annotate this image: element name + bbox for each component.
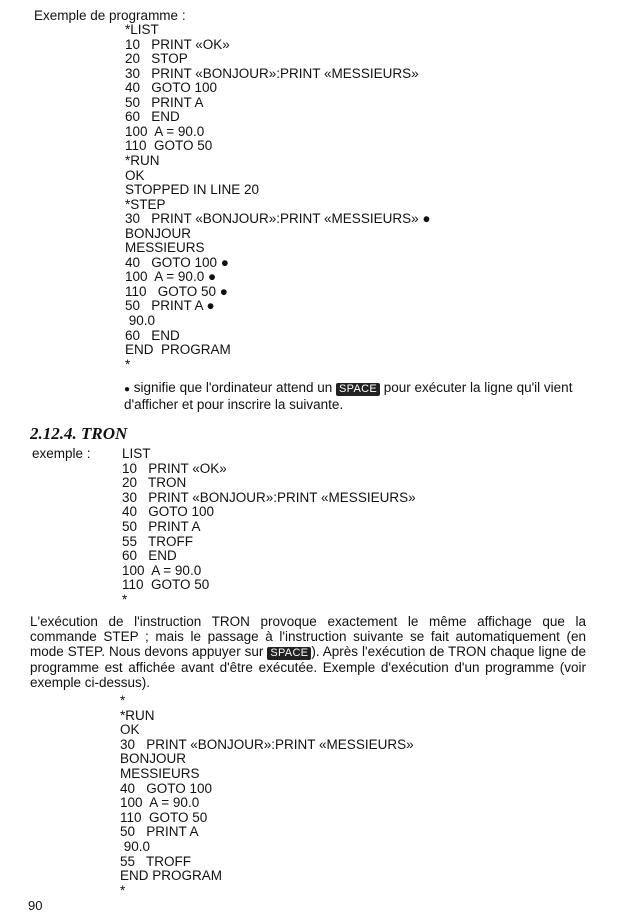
example-label: exemple : bbox=[32, 446, 91, 461]
code-line: 30 PRINT «BONJOUR»:PRINT «MESSIEURS» ● bbox=[125, 211, 431, 227]
code-line: 50 PRINT A bbox=[120, 824, 199, 840]
code-line: MESSIEURS bbox=[125, 240, 205, 256]
code-line: 110 GOTO 50 bbox=[122, 577, 210, 593]
code-line: 20 TRON bbox=[122, 475, 187, 491]
code-line: 100 A = 90.0 bbox=[125, 123, 205, 139]
code-line: OK bbox=[125, 167, 145, 183]
code-line: 90.0 bbox=[120, 839, 151, 854]
code-line: OK bbox=[120, 722, 140, 738]
code-line: 60 END bbox=[125, 109, 180, 125]
code-line: 40 GOTO 100 bbox=[125, 80, 218, 96]
intro-label: Exemple de programme : bbox=[34, 8, 186, 23]
code-line: 50 PRINT A ● bbox=[125, 298, 215, 314]
code-line: *RUN bbox=[120, 707, 155, 723]
code-line: *STEP bbox=[125, 196, 166, 212]
code-line: END PROGRAM bbox=[125, 342, 231, 358]
code-line: 40 GOTO 100 bbox=[122, 504, 215, 520]
code-line: 30 PRINT «BONJOUR»:PRINT «MESSIEURS» bbox=[122, 489, 416, 505]
code-line: 50 PRINT A bbox=[122, 519, 201, 534]
tron-explanation bbox=[30, 614, 586, 690]
code-line: 110 GOTO 50 bbox=[120, 809, 208, 825]
code-line: MESSIEURS bbox=[120, 766, 200, 781]
code-line: * bbox=[120, 693, 126, 708]
code-line: 40 GOTO 100 bbox=[120, 780, 213, 796]
code-line: 100 A = 90.0 bbox=[122, 562, 202, 578]
space-key-inline: SPACE bbox=[267, 647, 311, 660]
code-line: * bbox=[122, 592, 128, 607]
para-text-before: L'exécution de l'instruction TRON provoque exactement le même affichage que la commande STEP ; mais le passage à l'instruction suivante se fait automatiquement (en mode STEP. Nous devons appuyer sur bbox=[30, 614, 586, 659]
code-line: 30 PRINT «BONJOUR»:PRINT «MESSIEURS» bbox=[120, 736, 414, 752]
code-line: 40 GOTO 100 ● bbox=[125, 254, 229, 270]
code-line: * bbox=[120, 882, 126, 898]
code-line: 90.0 bbox=[125, 313, 156, 328]
code-line: 30 PRINT «BONJOUR»:PRINT «MESSIEURS» bbox=[125, 65, 419, 81]
code-line: 55 TROFF bbox=[122, 533, 194, 549]
section-heading: 2.12.4. TRON bbox=[30, 424, 128, 443]
code-line: BONJOUR bbox=[120, 751, 187, 767]
page-number: 90 bbox=[28, 898, 43, 913]
code-line: 55 TROFF bbox=[120, 853, 192, 869]
code-line: * bbox=[125, 356, 131, 372]
code-line: BONJOUR bbox=[125, 225, 192, 241]
code-line: 10 PRINT «OK» bbox=[125, 36, 230, 52]
code-line: STOPPED IN LINE 20 bbox=[125, 182, 260, 198]
bullet-icon: ● bbox=[124, 384, 131, 395]
code-line: 50 PRINT A bbox=[125, 94, 204, 110]
note-text-after: pour exécuter la ligne qu'il vient d'afficher et pour inscrire la suivante. bbox=[124, 380, 573, 412]
code-line: 60 END bbox=[125, 327, 180, 343]
para-text-after: ). Après l'exécution de TRON chaque ligne de programme est affichée avant d'être exécutée. Exemple d'exécution d'un programme (voir exemple ci-dessus). bbox=[30, 644, 586, 690]
code-line: 10 PRINT «OK» bbox=[122, 460, 227, 476]
space-note bbox=[124, 380, 594, 412]
code-line: 100 A = 90.0 ● bbox=[125, 269, 217, 285]
code-line: LIST bbox=[122, 446, 151, 461]
code-line: 110 GOTO 50 ● bbox=[125, 283, 228, 299]
code-line: *LIST bbox=[125, 22, 159, 37]
code-line: 60 END bbox=[122, 548, 177, 564]
code-line: 20 STOP bbox=[125, 51, 188, 67]
code-line: 100 A = 90.0 bbox=[120, 795, 200, 811]
code-line: *RUN bbox=[125, 152, 160, 168]
code-line: END PROGRAM bbox=[120, 868, 223, 884]
code-line: 110 GOTO 50 bbox=[125, 138, 213, 154]
note-text-before: signifie que l'ordinateur attend un bbox=[130, 380, 337, 395]
space-key: SPACE bbox=[336, 383, 380, 396]
